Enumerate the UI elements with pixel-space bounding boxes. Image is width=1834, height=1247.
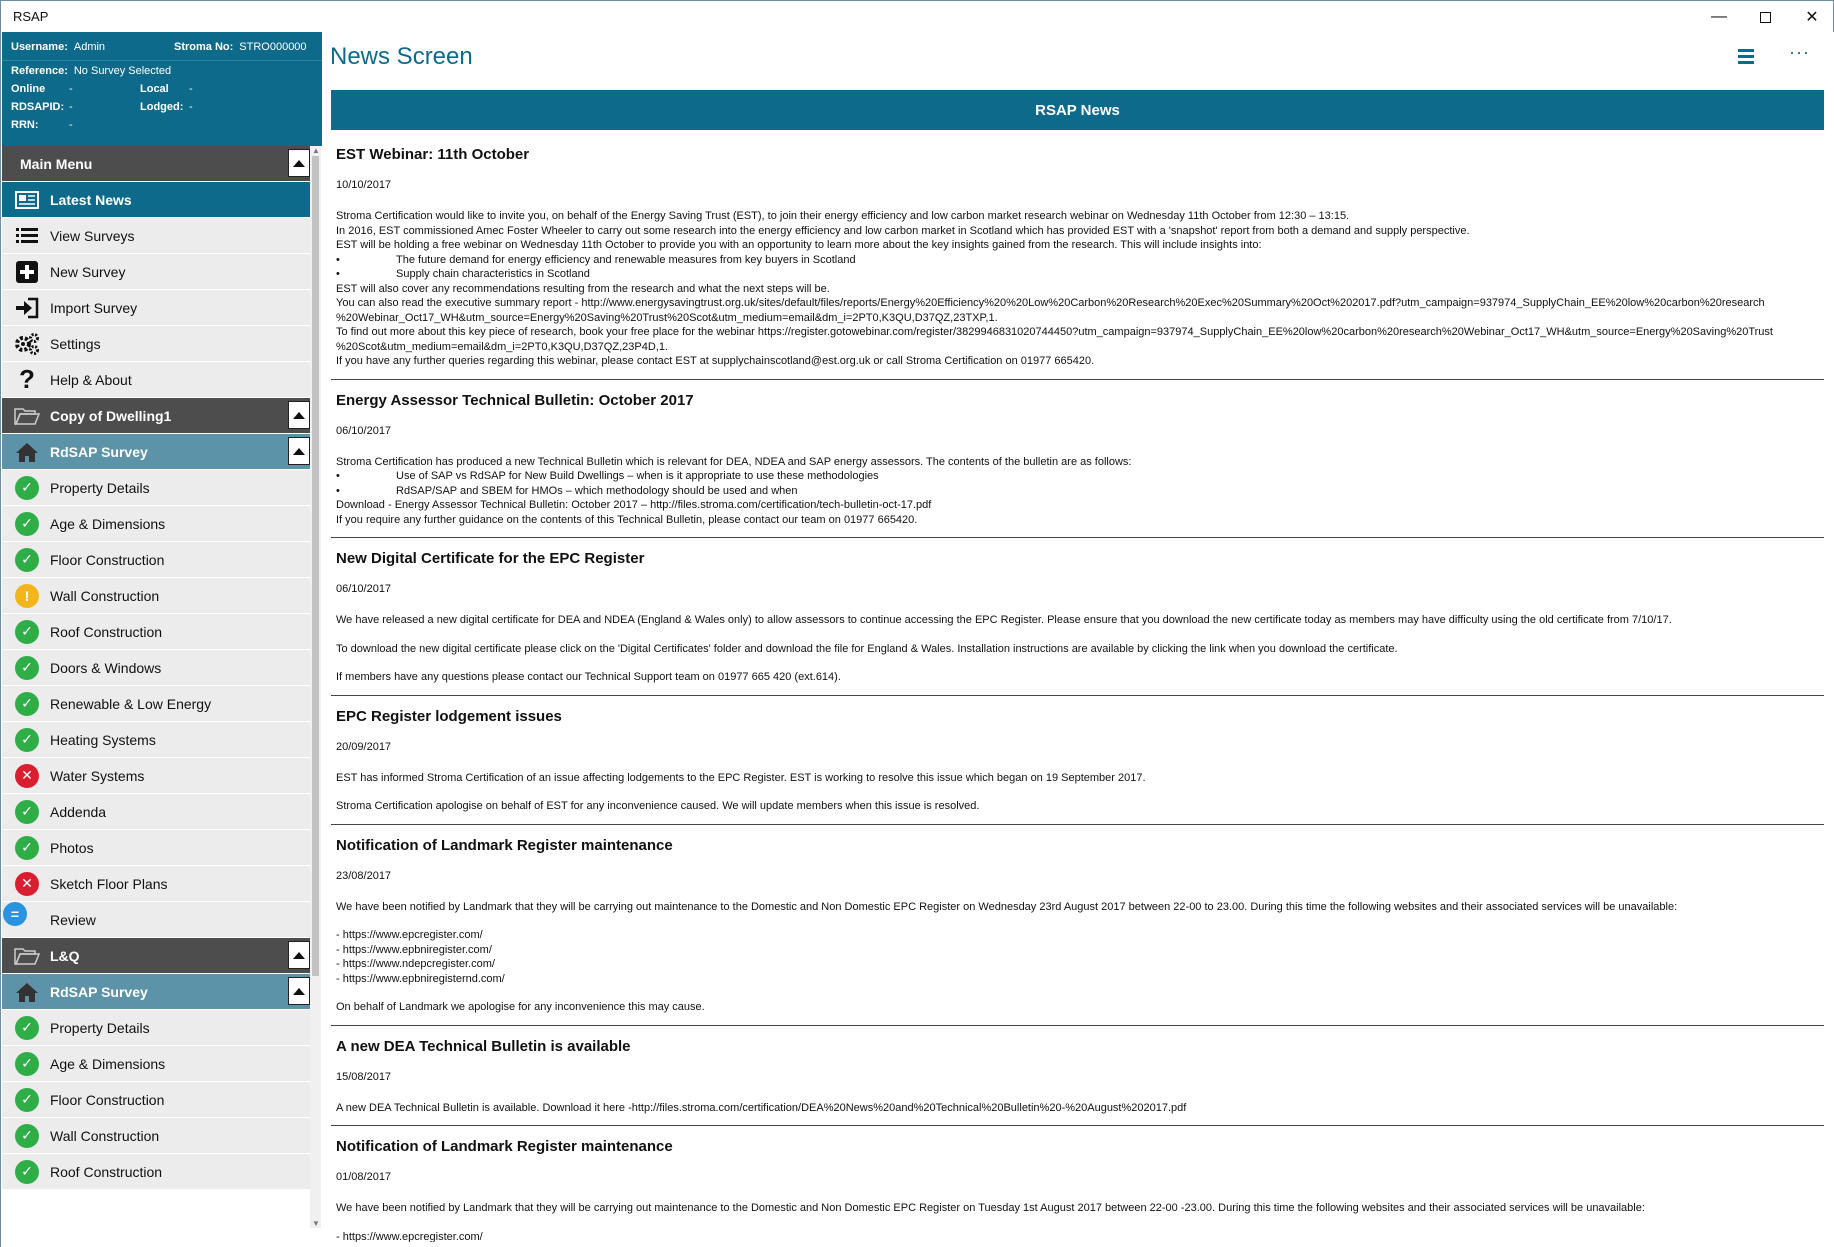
survey-section-property-details[interactable] [2,470,310,506]
menu-item-new-survey[interactable] [2,254,310,290]
bullet-icon: • [336,268,340,280]
survey-section-label: Heating Systems [50,731,156,748]
news-post-date: 23/08/2017 [336,869,392,882]
status-icon-wrapper [14,799,40,825]
main-menu-label: Main Menu [20,155,93,172]
check-circle-icon: ✓ [15,1160,39,1184]
rdsap-survey-header[interactable] [2,434,310,470]
news-post-date: 06/10/2017 [336,583,392,595]
menu-item-settings[interactable] [2,326,310,362]
main-content [321,32,1833,1247]
news-post-title: EPC Register lodgement issues [336,707,562,725]
status-icon-wrapper [14,1051,40,1077]
question-mark-icon: ? [19,364,35,394]
username-row [11,41,105,53]
news-post-body: Stroma Certification would like to invite you, on behalf of the Energy Saving Trust (EST), to join their energy efficiency and low carbon market research webinar on Wednesday 11th October from 12:30 – 13:15. In 2016, EST commissioned Amec Foster Wheeler to carry out some research into the energy efficiency and low carbon market in Scotland which has provided EST with a 'snapshot' report from both a demand and supply perspective. EST will be holding a free webinar on Wednesday 11th October to provide you with an opportunity to learn more about the key insights gained from the research. This will include insights into: [336,210,1470,251]
news-post-body: We have been notified by Landmark that they will be carrying out maintenance to the Domestic and Non Domestic EPC Register on Tuesday 1st August 2017 between 22-00 -23.00. During this time the following websites and their associated services will be unavailable: [336,1202,1645,1214]
news-post [331,134,1824,380]
survey-section-review[interactable] [2,902,310,938]
news-post-date: 15/08/2017 [336,1070,392,1083]
survey-section-label: Floor Construction [50,551,165,568]
status-icon-wrapper [14,655,40,681]
menu-item-label: Latest News [50,191,132,208]
bullet-icon: • [336,253,340,266]
scroll-down-arrow-icon[interactable]: ▼ [312,1219,320,1228]
bullet-icon: • [336,484,340,497]
close-icon: ✕ [1805,9,1819,26]
survey-section-roof-construction[interactable] [2,1154,310,1190]
news-post-date: 01/08/2017 [336,1171,392,1183]
status-icon-wrapper [14,1087,40,1113]
survey-section-floor-construction[interactable] [2,1082,310,1118]
username-label: Username: [11,41,68,53]
survey-section-label: Roof Construction [50,623,163,640]
check-circle-icon: ✓ [15,1052,39,1076]
survey-section-addenda[interactable] [2,794,310,830]
news-post-body: - https://www.epcregister.com/ - https://www.epbniregister.com/ - https://www.ndepcregister.com/ - https://www.epbniregisternd.com/ [336,929,505,985]
home-icon [14,439,40,465]
survey-section-heating-systems[interactable] [2,722,310,758]
menu-item-label: New Survey [50,263,126,280]
survey-section-label: Water Systems [50,767,145,784]
reference-value: No Survey Selected [73,65,172,77]
local-label: Local [140,83,169,95]
hamburger-menu-icon[interactable] [1734,44,1760,70]
minimize-icon: — [1711,8,1727,25]
check-circle-icon: ✓ [15,800,39,824]
newspaper-icon [14,187,40,213]
news-post-bullet-text: The future demand for energy efficiency and renewable measures from key buyers in Scotland [396,253,856,266]
menu-item-help-about[interactable] [2,362,310,398]
survey-info-panel [2,32,322,146]
scrollbar-thumb[interactable] [312,156,319,976]
news-post-date: 06/10/2017 [336,424,392,437]
check-circle-icon: ✓ [15,548,39,572]
news-post [331,696,1824,825]
check-circle-icon: ✓ [15,1124,39,1148]
status-icon-wrapper [14,619,40,645]
collapse-main-menu-button[interactable] [288,149,310,177]
status-icon-wrapper [14,691,40,717]
news-post-body: If members have any questions please contact our Technical Support team on 01977 665 420 (ext.614). [336,671,841,683]
survey-section-wall-construction[interactable] [2,1118,310,1154]
status-icon-wrapper [14,1015,40,1041]
status-icon-wrapper [14,871,40,897]
menu-item-view-surveys[interactable] [2,218,310,254]
survey-section-label: Photos [50,839,94,856]
status-icon-wrapper [14,1159,40,1185]
survey-group-title: Copy of Dwelling1 [50,407,172,424]
news-post-body: EST will also cover any recommendations resulting from the research and what the next steps will be. You can also read the executive summary report - http://www.energysavingtrust.org.uk/sites/default/files/reports/Energy%20Efficiency%20%20Low%20Carbon%20Research%20Exec%20Summary%20Oct%202017.pdf?utm_campaign=937974_SupplyChain_EE%20low%20carbon%20research %20Webinar_Oct17_WH&utm_source=Energy%20Saving%20Trust%20Scot&utm_medium=email&dm_i=2PT0,K3QU,D37QZ,23TXP,1. To find out more about this key piece of research, book your free place for the webinar https://register.gotowebinar.com/register/3829946831020744450?utm_campaign=937974_SupplyChain_EE%20low%20carbon%20research%20Webinar_Oct17_WH&utm_source=Energy%20Saving%20Trust %20Scot&utm_medium=email&dm_i=2PT0,K3QU,D37QZ,23P4D,1. If you have any further queries regarding this webinar, please contact EST at supplychainscotland@est.org.uk or call Stroma Certification on 01977 665420. [336,282,1773,367]
scroll-up-arrow-icon[interactable]: ▲ [312,146,320,155]
news-post-body: A new DEA Technical Bulletin is available. Download it here -http://files.stroma.com/certification/DEA%20News%20and%20Technical%20Bulletin%20-%20August%202017.pdf [336,1101,1187,1114]
news-post-date: 10/10/2017 [336,179,392,191]
collapse-survey-button[interactable] [288,437,310,465]
news-post-bullet [336,484,1819,499]
check-circle-icon: ✓ [15,476,39,500]
review-icon: = [3,902,27,926]
survey-section-label: Renewable & Low Energy [50,695,212,712]
news-post-title: Notification of Landmark Register maintenance [336,1138,673,1155]
check-circle-icon: ✓ [15,656,39,680]
survey-section-age-dimensions[interactable] [2,1046,310,1082]
reference-row [11,65,171,77]
menu-item-latest-news[interactable] [2,182,310,218]
collapse-group-button[interactable] [288,941,310,969]
lodged-value: - [189,101,193,113]
maximize-button[interactable] [1742,1,1788,33]
rdsap-survey-label: RdSAP Survey [50,983,148,1000]
survey-section-age-dimensions[interactable] [2,506,310,542]
rrn-label: RRN: [11,119,39,131]
survey-section-label: Wall Construction [50,587,160,604]
news-post-body: Download - Energy Assessor Technical Bulletin: October 2017 – http://files.stroma.com/certification/tech-bulletin-oct-17.pdf If you require any further guidance on the contents of this Technical Bulletin, please contact our team on 01977 665420. [336,499,932,526]
status-icon-wrapper [14,547,40,573]
news-post-bullet [336,253,1819,268]
survey-section-label: Property Details [50,479,150,496]
gears-icon [14,331,40,357]
close-button[interactable] [1789,1,1834,33]
folder-icon [14,943,40,969]
stroma-value: STRO000000 [239,41,307,53]
rdsapid-label: RDSAPID: [11,101,65,113]
main-menu-header[interactable] [2,146,310,182]
error-icon: ✕ [15,764,39,788]
survey-section-wall-construction[interactable] [2,578,310,614]
news-post-body: Stroma Certification apologise on behalf of EST for any inconvenience caused. We will update members when this issue is resolved. [336,800,980,812]
news-post-bullet [336,267,1819,282]
list-icon [14,223,40,249]
survey-section-label: Wall Construction [50,1127,160,1144]
survey-section-label: Age & Dimensions [50,515,166,532]
news-post [331,825,1824,1026]
lodged-label: Lodged: [140,101,184,113]
survey-section-floor-construction[interactable] [2,542,310,578]
news-post-body: To download the new digital certificate please click on the 'Digital Certificates' folder and download the file for England & Wales. Installation instructions are available by clicking the link when you download the certificate. [336,642,1398,655]
import-icon [14,295,40,321]
news-post-date: 20/09/2017 [336,740,392,753]
reference-label: Reference: [11,65,68,77]
survey-section-roof-construction[interactable] [2,614,310,650]
menu-item-label: Settings [50,335,101,352]
survey-section-photos[interactable] [2,830,310,866]
minimize-button[interactable] [1696,1,1742,33]
plus-box-icon [14,259,40,285]
news-post [331,1026,1824,1127]
side-panel [0,32,321,1247]
online-label: Online [11,83,46,95]
window-title: RSAP [13,9,49,24]
menu-item-label: View Surveys [50,227,135,244]
news-feed[interactable] [331,134,1824,1242]
news-post-body: We have released a new digital certificate for DEA and NDEA (England & Wales only) to allow assessors to continue accessing the EPC Register. Please ensure that you download the new certificate today as members may have difficulty using the old certificate from 7/10/17. [336,614,1672,626]
error-icon: ✕ [15,872,39,896]
rdsap-survey-header[interactable] [2,974,310,1010]
local-value: - [189,83,193,95]
title-bar [0,0,1834,32]
survey-section-sketch-floor-plans[interactable] [2,866,310,902]
more-options-icon[interactable]: ··· [1789,42,1810,62]
status-icon-wrapper [14,475,40,501]
rdsap-survey-label: RdSAP Survey [50,443,148,460]
survey-section-label: Sketch Floor Plans [50,875,168,892]
news-post-title: EST Webinar: 11th October [336,146,530,163]
rdsapid-value: - [69,101,73,113]
survey-group-header[interactable] [2,398,310,434]
warning-icon: ! [15,584,39,608]
news-post-body: Stroma Certification has produced a new Technical Bulletin which is relevant for DEA, NDEA and SAP energy assessors. The contents of the bulletin are as follows: [336,455,1132,468]
page-title: News Screen [330,43,473,70]
navigation-menu [2,146,310,1228]
news-post [331,1126,1824,1242]
survey-section-label: Addenda [50,803,107,820]
folder-icon [14,403,40,429]
menu-item-import-survey[interactable] [2,290,310,326]
news-post-bullet-text: RdSAP/SAP and SBEM for HMOs – which methodology should be used and when [396,484,798,497]
check-circle-icon: ✓ [15,1088,39,1112]
news-post-body: On behalf of Landmark we apologise for any inconvenience this may cause. [336,1001,705,1013]
survey-section-label: Roof Construction [50,1163,163,1180]
news-post-body: - https://www.epcregister.com/ [336,1230,483,1242]
check-circle-icon: ✓ [15,1016,39,1040]
stroma-label: Stroma No: [174,41,234,53]
survey-section-label: Property Details [50,1019,150,1036]
maximize-icon [1760,12,1771,23]
survey-group-header[interactable] [2,938,310,974]
stroma-row [174,41,307,53]
collapse-survey-button[interactable] [288,977,310,1005]
info-divider [2,60,322,61]
home-icon [14,979,40,1005]
news-post-title: Energy Assessor Technical Bulletin: October 2017 [336,391,694,409]
status-icon-wrapper [14,583,40,609]
status-icon-wrapper [14,763,40,789]
survey-section-property-details[interactable] [2,1010,310,1046]
check-circle-icon: ✓ [15,692,39,716]
news-post-title: New Digital Certificate for the EPC Register [336,550,645,567]
rrn-value: - [69,119,73,131]
survey-section-renewable-low-energy[interactable] [2,686,310,722]
news-post-title: A new DEA Technical Bulletin is available [336,1037,631,1055]
bullet-icon: • [336,470,340,482]
survey-section-doors-windows[interactable] [2,650,310,686]
check-circle-icon: ✓ [15,836,39,860]
news-post-bullet-text: Supply chain characteristics in Scotland [396,268,590,280]
check-circle-icon: ✓ [15,512,39,536]
survey-section-label: Floor Construction [50,1091,165,1108]
status-icon-wrapper [14,727,40,753]
news-post-bullet-text: Use of SAP vs RdSAP for New Build Dwellings – when is it appropriate to use these methodologies [396,470,879,482]
online-value: - [69,83,73,95]
username-value: Admin [73,41,106,53]
survey-section-label: Doors & Windows [50,659,162,676]
news-banner: RSAP News [331,90,1824,130]
news-post [331,538,1824,696]
check-circle-icon: ✓ [15,620,39,644]
news-post-bullet [336,469,1819,484]
menu-item-label: Help & About [50,371,132,388]
menu-item-label: Import Survey [50,299,138,316]
news-post-title: Notification of Landmark Register maintenance [336,836,673,854]
status-icon-wrapper [10,906,40,933]
survey-section-label: Age & Dimensions [50,1055,166,1072]
status-icon-wrapper [14,835,40,861]
menu-scrollbar[interactable] [310,146,321,1228]
news-post-body: We have been notified by Landmark that they will be carrying out maintenance to the Domestic and Non Domestic EPC Register on Wednesday 23rd August 2017 between 22-00 to 23.00. During this time the following websites and their associated services will be unavailable: [336,900,1678,913]
survey-section-label: Review [50,911,96,928]
collapse-group-button[interactable] [288,401,310,429]
check-circle-icon: ✓ [15,728,39,752]
survey-group-title: L&Q [50,947,80,964]
news-post [331,380,1824,539]
status-icon-wrapper [14,511,40,537]
status-icon-wrapper [14,1123,40,1149]
news-post-body: EST has informed Stroma Certification of an issue affecting lodgements to the EPC Register. EST is working to resolve this issue which began on 19 September 2017. [336,771,1146,784]
survey-section-water-systems[interactable] [2,758,310,794]
